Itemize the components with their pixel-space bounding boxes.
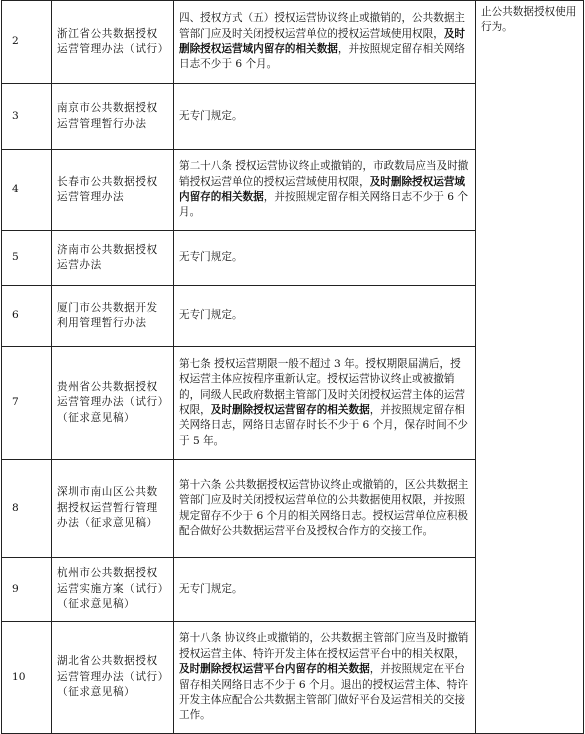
provision-text-post: ，并按照规定留存相关网络日志，网络日志留存时长不少于 6 个月，保存时间不少于 5 年。 bbox=[179, 404, 468, 447]
provision-text-pre: 第十六条 公共数据授权运营协议终止或撤销的，区公共数据主管部门应及时关闭授权运营单位的公共数据使用权限，并按照规定留存不少于 6 个月的相关网络日志。授权运营单位应积极配合做好公共数据运营平台及授权合作方的交接工作。 bbox=[179, 478, 469, 537]
note-column: 止公共数据授权使用行为。 bbox=[476, 1, 584, 734]
regulation-name: 深圳市南山区公共数据授权运营暂行管理办法（征求意见稿） bbox=[52, 460, 174, 558]
provision-text bbox=[174, 460, 476, 558]
table-row bbox=[2, 1, 584, 84]
regulation-name: 杭州市公共数据授权运营实施方案（试行）（征求意见稿） bbox=[52, 558, 174, 622]
provision-text-post: ，并按照规定留存相关网络日志不少于 6 个月。 bbox=[179, 191, 468, 219]
provision-text-pre: 无专门规定。 bbox=[179, 109, 243, 122]
row-number: 3 bbox=[2, 84, 52, 150]
regulation-name: 南京市公共数据授权运营管理暂行办法 bbox=[52, 84, 174, 150]
provision-text bbox=[174, 622, 476, 734]
provision-text-bold: 及时删除授权运营留存的相关数据 bbox=[210, 404, 370, 416]
regulation-table bbox=[1, 0, 584, 734]
row-number: 9 bbox=[2, 558, 52, 622]
regulation-name: 济南市公共数据授权运营办法 bbox=[52, 231, 174, 286]
provision-text bbox=[174, 286, 476, 347]
regulation-name: 湖北省公共数据授权运营管理办法（试行）（征求意见稿） bbox=[52, 622, 174, 734]
row-number: 10 bbox=[2, 622, 52, 734]
provision-text-pre: 第十八条 协议终止或撤销的，公共数据主管部门应当及时撤销授权运营主体、特许开发主体在授权运营平台中的相关权限， bbox=[179, 632, 469, 660]
row-number: 4 bbox=[2, 150, 52, 231]
provision-text-pre: 无专门规定。 bbox=[179, 309, 243, 322]
provision-text-pre: 四、授权方式（五）授权运营协议终止或撤销的，公共数据主管部门应及时关闭授权运营单位的授权运营域使用权限， bbox=[179, 12, 466, 40]
row-number: 6 bbox=[2, 286, 52, 347]
regulation-name: 长春市公共数据授权运营管理办法 bbox=[52, 150, 174, 231]
provision-text-pre: 第二十八条 授权运营协议终止或撤销的，市政数局应当及时撤销授权运营单位的授权运营域使用权限， bbox=[179, 160, 469, 188]
provision-text bbox=[174, 1, 476, 84]
provision-text bbox=[174, 231, 476, 286]
provision-text bbox=[174, 84, 476, 150]
provision-text bbox=[174, 347, 476, 460]
table-body bbox=[2, 1, 584, 734]
provision-text-pre: 无专门规定。 bbox=[179, 582, 243, 595]
row-number: 8 bbox=[2, 460, 52, 558]
provision-text-pre: 无专门规定。 bbox=[179, 251, 243, 264]
provision-text-pre: 第七条 授权运营期限一般不超过 3 年。授权期限届满后，授权运营主体应按程序重新认定。授权运营协议终止或被撤销的，同级人民政府数据主管部门及时关闭授权运营主体的运营权限， bbox=[179, 357, 466, 416]
provision-text-post: ，并按照规定留存相关网络日志不少于 6 个月。 bbox=[179, 43, 466, 71]
row-number: 5 bbox=[2, 231, 52, 286]
row-number: 2 bbox=[2, 1, 52, 84]
regulation-name: 浙江省公共数据授权运营管理办法（试行） bbox=[52, 1, 174, 84]
provision-text bbox=[174, 150, 476, 231]
provision-text-bold: 及时删除授权运营域内留存的相关数据 bbox=[179, 175, 466, 203]
provision-text bbox=[174, 558, 476, 622]
provision-text-post: ，并按照规定在平台留存相关网络日志不少于 6 个月。退出的授权运营主体、特许开发主体应配合公共数据主管部门做好平台及运营相关的交接工作。 bbox=[179, 663, 468, 722]
regulation-name: 贵州省公共数据授权运营管理办法（试行）（征求意见稿） bbox=[52, 347, 174, 460]
provision-text-bold: 及时删除授权运营平台内留存的相关数据 bbox=[179, 663, 370, 676]
row-number: 7 bbox=[2, 347, 52, 460]
regulation-name: 厦门市公共数据开发利用管理暂行办法 bbox=[52, 286, 174, 347]
provision-text-bold: 及时删除授权运营域内留存的相关数据 bbox=[179, 27, 466, 55]
